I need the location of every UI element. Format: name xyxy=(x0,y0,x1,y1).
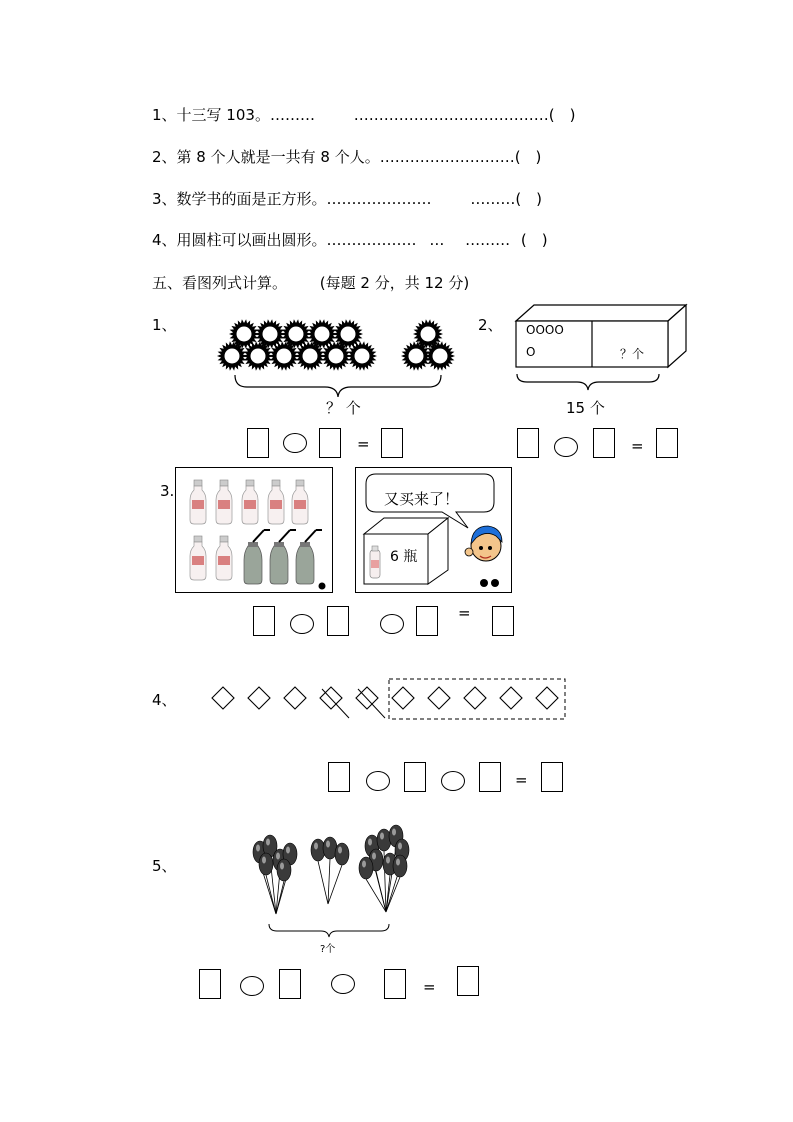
p4-answer-box-1[interactable] xyxy=(328,762,350,792)
problem-1-number: 1、 xyxy=(152,316,177,334)
straw-bottle-icon xyxy=(244,530,270,584)
p5-answer-box-2[interactable] xyxy=(279,969,301,999)
p5-operator-oval-2[interactable] xyxy=(331,974,355,994)
problem-3-bottles-panel xyxy=(175,467,333,593)
problem-4-diamonds-illustration xyxy=(205,676,565,736)
problem-1-brace-label: ？ 个 xyxy=(326,399,361,417)
problem-5-number: 5、 xyxy=(152,857,177,875)
diamond-icon xyxy=(500,687,522,709)
judge-item-4-paren: ( ) xyxy=(520,231,548,249)
speech-bubble-text: 又买来了！ xyxy=(384,490,460,508)
milk-bottle-icon xyxy=(216,480,232,524)
p2-equals: = xyxy=(631,437,644,455)
dot-marker xyxy=(319,583,326,590)
judge-item-4 xyxy=(152,229,548,250)
p5-equals: = xyxy=(423,978,436,996)
section-5-header xyxy=(152,272,469,293)
milk-bottle-icon xyxy=(216,536,232,580)
p3-answer-box-1[interactable] xyxy=(253,606,275,636)
judge-item-2-text: 2、第 8 个人就是一共有 8 个人。………………………( ) xyxy=(152,148,542,166)
p1-operator-oval[interactable] xyxy=(283,433,307,453)
problem-5-brace-label: ?个 xyxy=(320,944,336,955)
problem-5-balloons-illustration xyxy=(248,826,418,921)
judge-item-1-dots: …………………………………( ) xyxy=(353,106,576,124)
problem-4-number: 4、 xyxy=(152,691,177,709)
diamond-icon xyxy=(284,687,306,709)
problem-2-circles-bottom: O xyxy=(526,345,536,359)
problem-2-brace xyxy=(515,372,665,392)
p1-answer-box-3[interactable] xyxy=(381,428,403,458)
p5-operator-oval-1[interactable] xyxy=(240,976,264,996)
judge-item-4-text: 4、用圆柱可以画出圆形。……………… xyxy=(152,231,417,249)
problem-1-brace xyxy=(233,373,443,398)
p2-answer-box-1[interactable] xyxy=(517,428,539,458)
milk-bottle-icon xyxy=(268,480,284,524)
diamond-icon xyxy=(392,687,414,709)
spiky-sun-icon xyxy=(347,341,377,371)
problem-2-brace-label: 15 个 xyxy=(566,399,605,417)
judge-item-3-dots: ………( ) xyxy=(470,190,543,208)
diamond-icon xyxy=(464,687,486,709)
judge-item-3 xyxy=(152,188,542,209)
speech-bubble-and-box-illustration xyxy=(356,468,511,592)
problem-3-number: 3. xyxy=(160,482,175,500)
milk-bottle-icon xyxy=(190,480,206,524)
p5-answer-box-1[interactable] xyxy=(199,969,221,999)
diamond-icon xyxy=(320,687,349,718)
judge-item-3-text: 3、数学书的面是正方形。………………… xyxy=(152,190,432,208)
judge-item-2 xyxy=(152,146,541,167)
p4-answer-box-3[interactable] xyxy=(479,762,501,792)
diamond-icon xyxy=(536,687,558,709)
problem-5-brace xyxy=(267,922,392,938)
p1-equals: = xyxy=(357,435,370,453)
section-5-title: 五、看图列式计算。 xyxy=(152,274,288,292)
milk-bottle-icon xyxy=(190,536,206,580)
problem-2-number: 2、 xyxy=(478,316,503,334)
diamond-icon xyxy=(212,687,234,709)
judge-item-4-dots2: ……… xyxy=(465,231,511,249)
problem-3-story-panel xyxy=(355,467,512,593)
diamond-icon xyxy=(428,687,450,709)
diamond-icon xyxy=(248,687,270,709)
judge-item-1-text: 1、十三写 103。……… xyxy=(152,106,315,124)
p2-operator-oval[interactable] xyxy=(554,437,578,457)
p1-answer-box-1[interactable] xyxy=(247,428,269,458)
straw-bottle-icon xyxy=(296,530,322,584)
problem-2-question: ？个 xyxy=(620,347,645,361)
p2-answer-box-2[interactable] xyxy=(593,428,615,458)
problem-2-box-illustration xyxy=(514,303,689,373)
p3-answer-box-4[interactable] xyxy=(492,606,514,636)
p4-equals: = xyxy=(515,771,528,789)
p5-answer-box-4[interactable] xyxy=(457,966,479,996)
problem-1-suns-illustration xyxy=(218,320,468,380)
milk-bottle-icon xyxy=(242,480,258,524)
p3-answer-box-3[interactable] xyxy=(416,606,438,636)
balloon-bunch-icon xyxy=(359,825,409,912)
milk-bottle-icon xyxy=(292,480,308,524)
problem-2-circles-top: OOOO xyxy=(526,323,564,337)
milk-bottles-illustration xyxy=(176,468,332,592)
box-label: 6 瓶 xyxy=(390,549,418,565)
p3-equals: = xyxy=(458,604,471,622)
p5-answer-box-3[interactable] xyxy=(384,969,406,999)
p1-answer-box-2[interactable] xyxy=(319,428,341,458)
p3-operator-oval-1[interactable] xyxy=(290,614,314,634)
p4-operator-oval-1[interactable] xyxy=(366,771,390,791)
p3-operator-oval-2[interactable] xyxy=(380,614,404,634)
judge-item-1 xyxy=(152,104,575,125)
straw-bottle-icon xyxy=(270,530,296,584)
balloon-bunch-icon xyxy=(253,835,297,914)
section-5-score: (每题 2 分，共 12 分) xyxy=(319,274,470,292)
p3-answer-box-2[interactable] xyxy=(327,606,349,636)
balloon-bunch-icon xyxy=(311,837,349,904)
p4-answer-box-4[interactable] xyxy=(541,762,563,792)
diamond-icon xyxy=(356,687,385,718)
judge-item-4-dots: … xyxy=(429,231,445,249)
p2-answer-box-3[interactable] xyxy=(656,428,678,458)
p4-operator-oval-2[interactable] xyxy=(441,771,465,791)
p4-answer-box-2[interactable] xyxy=(404,762,426,792)
